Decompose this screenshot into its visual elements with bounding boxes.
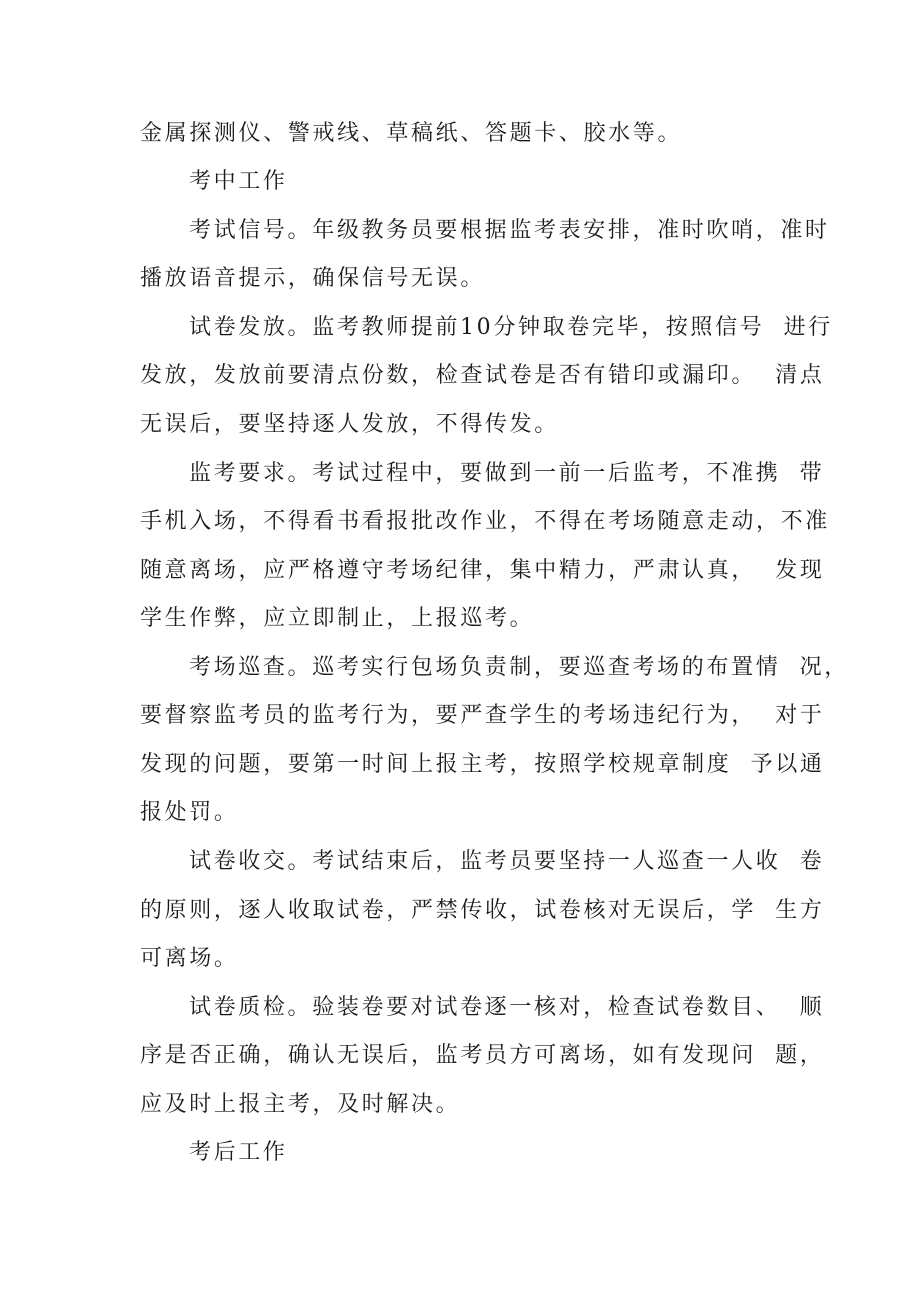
text-line: 金属探测仪、警戒线、草稿纸、答题卡、胶水等。 (140, 121, 683, 146)
text-line: 无误后，要坚持逐人发放，不得传发。 (140, 412, 559, 437)
text-line: 的原则，逐人收取试卷，严禁传收，试卷核对无误后，学 生方 (140, 898, 825, 923)
text-line: 试卷质检。验装卷要对试卷逐一核对，检查试卷数目、 顺 (189, 995, 825, 1020)
text-line: 发放，发放前要清点份数，检查试卷是否有错印或漏印。 清点 (140, 363, 825, 388)
text-line: 播放语音提示，确保信号无误。 (140, 266, 485, 291)
text-line: 监考要求。考试过程中，要做到一前一后监考，不准携 带 (189, 461, 825, 486)
text-line: 考场巡查。巡考实行包场负责制，要巡查考场的布置情 况， (189, 655, 849, 680)
section-heading-during-exam: 考中工作 (189, 169, 288, 194)
text-line: 要督察监考员的监考行为，要严查学生的考场违纪行为， 对于 (140, 703, 825, 728)
text-line: 学生作弊，应立即制止，上报巡考。 (140, 606, 535, 631)
text-line: 试卷收交。考试结束后，监考员要坚持一人巡查一人收 卷 (189, 849, 825, 874)
text-line: 随意离场，应严格遵守考场纪律，集中精力，严肃认真， 发现 (140, 558, 825, 583)
text-line: 序是否正确，确认无误后，监考员方可离场，如有发现问 题， (140, 1043, 825, 1068)
text-line: 可离场。 (140, 946, 239, 971)
text-line: 发现的问题，要第一时间上报主考，按照学校规章制度 予以通 (140, 752, 825, 777)
text-line: 手机入场，不得看书看报批改作业，不得在考场随意走动，不准 (140, 509, 830, 534)
text-line: 报处罚。 (140, 800, 239, 825)
section-heading-after-exam: 考后工作 (189, 1140, 288, 1165)
text-line: 考试信号。年级教务员要根据监考表安排，准时吹哨，准时 (189, 218, 830, 243)
text-line: 试卷发放。监考教师提前10分钟取卷完毕，按照信号 进行 (189, 315, 833, 340)
text-line: 应及时上报主考，及时解决。 (140, 1092, 461, 1117)
